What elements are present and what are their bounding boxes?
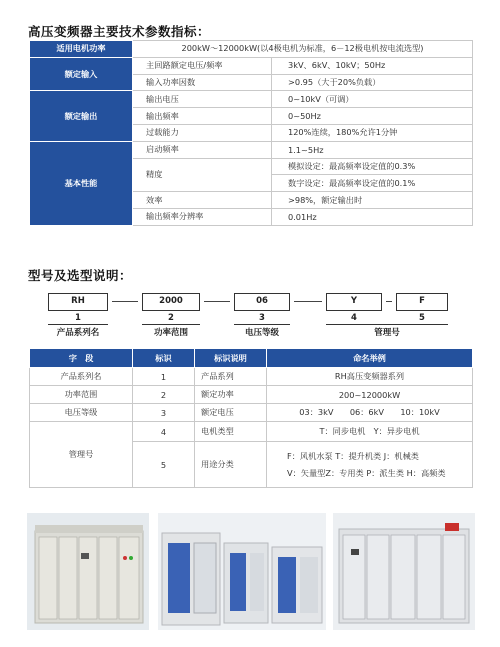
cat-basic-performance: 基本性能 [30, 141, 133, 225]
model-box-series: RH [48, 293, 108, 311]
model-box-motor: Y [326, 293, 382, 311]
model-desc: 电机类型 [195, 422, 267, 442]
model-desc: 用途分类 [195, 442, 267, 488]
spec-row-name: 启动频率 [133, 141, 272, 158]
model-header: 标识说明 [195, 349, 267, 368]
spec-row-name: 主回路额定电压/频率 [133, 57, 272, 74]
spec-row-value: 数字设定：最高频率设定值的0.1% [272, 175, 473, 192]
model-field: 管理号 [30, 422, 133, 488]
model-underline [234, 324, 290, 325]
model-dash [204, 301, 230, 302]
spec-title: 高压变频器主要技术参数指标： [28, 24, 211, 39]
usage-line: V：矢量型Z：专用类 P：派生类 H：高频类 [287, 467, 446, 478]
model-number: 2 [168, 313, 174, 323]
spec-row-value: 120%连续，180%允许1分钟 [272, 124, 473, 141]
model-underline [326, 324, 448, 325]
cat-motor-power: 适用电机功率 [30, 41, 133, 58]
model-header: 命名举例 [267, 349, 473, 368]
spec-row-value: >98%，额定输出时 [272, 192, 473, 209]
model-desc: 产品系列 [195, 368, 267, 386]
model-id: 3 [133, 404, 195, 422]
model-desc: 额定功率 [195, 386, 267, 404]
cat-rated-output: 额定输出 [30, 91, 133, 141]
model-table [29, 348, 473, 488]
spec-row-value: 0.01Hz [272, 208, 473, 225]
model-number: 3 [259, 313, 265, 323]
model-label-series: 产品系列名 [56, 328, 100, 338]
cat-rated-input: 额定输入 [30, 57, 133, 91]
model-field: 功率范围 [30, 386, 133, 404]
model-number: 1 [75, 313, 81, 323]
product-photo-1 [27, 513, 149, 630]
model-id: 1 [133, 368, 195, 386]
model-dash [386, 301, 392, 302]
spec-row-value: 0~50Hz [272, 108, 473, 125]
spec-row-name: 效率 [133, 192, 272, 209]
product-photo-3 [333, 513, 475, 630]
model-id: 4 [133, 422, 195, 442]
model-field: 产品系列名 [30, 368, 133, 386]
spec-row-name: 输入功率因数 [133, 74, 272, 91]
model-number: 5 [419, 313, 425, 323]
spec-row-value: 3kV、6kV、10kV；50Hz [272, 57, 473, 74]
usage-line: F：风机水泵 T：提升机类 J：机械类 [287, 450, 419, 461]
model-example: RH高压变频器系列 [267, 368, 473, 386]
model-label-power: 功率范围 [153, 328, 188, 338]
spec-row-name: 输出频率 [133, 108, 272, 125]
spec-row-name: 精度 [133, 158, 272, 192]
model-field: 电压等级 [30, 404, 133, 422]
model-number: 4 [351, 313, 357, 323]
model-box-voltage: 06 [234, 293, 290, 311]
model-box-power: 2000 [142, 293, 200, 311]
product-photo-2 [158, 513, 326, 630]
model-example: 200~12000kW [267, 386, 473, 404]
model-example-usage [267, 442, 473, 488]
model-label-mgmt: 管理号 [374, 328, 400, 338]
model-box-usage: F [396, 293, 448, 311]
spec-row-value: >0.95（大于20%负载） [272, 74, 473, 91]
model-example: T：同步电机 Y：异步电机 [267, 422, 473, 442]
model-title: 型号及选型说明： [28, 268, 133, 283]
spec-row-name: 输出频率分辨率 [133, 208, 272, 225]
model-dash [112, 301, 138, 302]
model-header: 标识 [133, 349, 195, 368]
spec-row-name: 输出电压 [133, 91, 272, 108]
spec-row-name: 过载能力 [133, 124, 272, 141]
model-id: 5 [133, 442, 195, 488]
spec-table [29, 40, 473, 226]
model-desc: 额定电压 [195, 404, 267, 422]
model-id: 2 [133, 386, 195, 404]
model-dash [294, 301, 322, 302]
spec-row-value: 模拟设定：最高频率设定值的0.3% [272, 158, 473, 175]
model-underline [142, 324, 200, 325]
motor-power-value: 200kW～12000kW(以4极电机为标准，6－12极电机按电流选型) [133, 41, 473, 58]
model-label-voltage: 电压等级 [244, 328, 279, 338]
spec-row-value: 0~10kV（可调） [272, 91, 473, 108]
spec-row-value: 1.1~5Hz [272, 141, 473, 158]
model-underline [48, 324, 108, 325]
model-example: 03：3kV 06：6kV 10：10kV [267, 404, 473, 422]
model-header: 字 段 [30, 349, 133, 368]
